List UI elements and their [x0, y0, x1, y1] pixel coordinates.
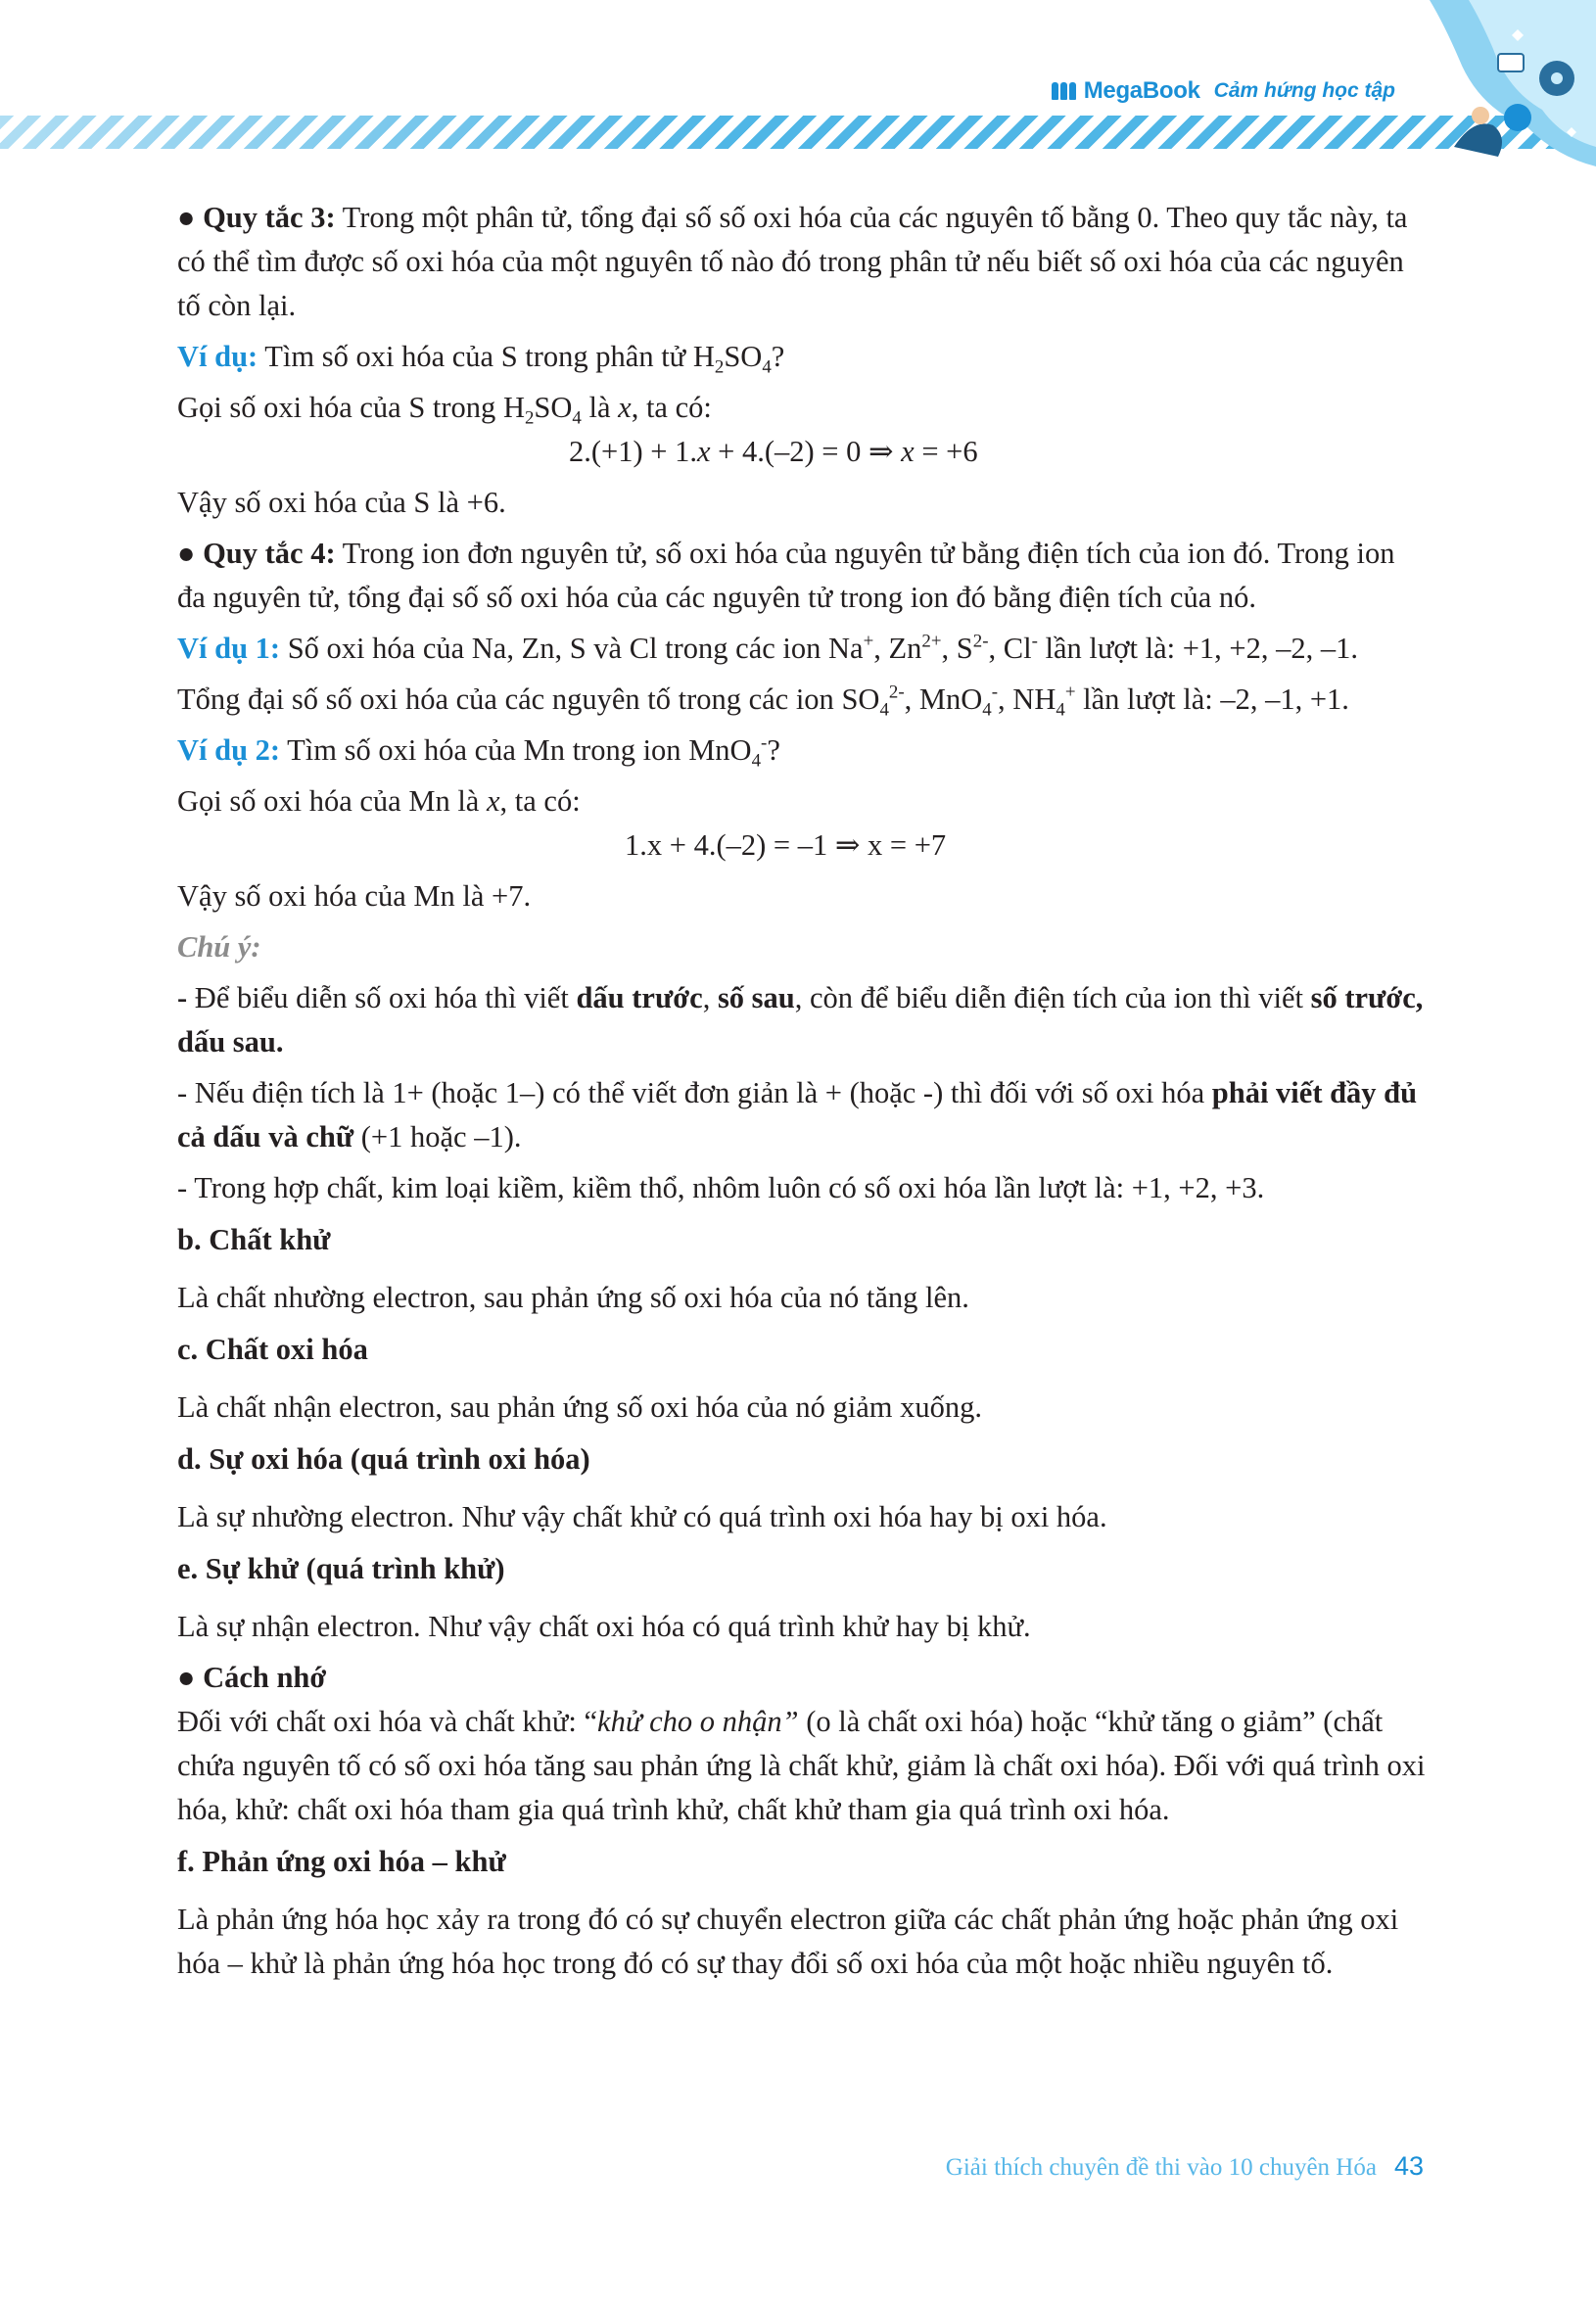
rule-4-example-2: Ví dụ 2: Tìm số oxi hóa của Mn trong ion MnO$_4$-?: [177, 732, 780, 772]
formula-h2so4: $H_2SO_4$: [692, 340, 772, 378]
rule-3-label: Quy tắc 3:: [203, 201, 336, 234]
bullet-icon: ●: [177, 201, 196, 234]
header-stripe-fade: [0, 116, 1596, 149]
rule-4-example-1: Ví dụ 1: Số oxi hóa của Na, Zn, S và Cl trong các ion Na+, $Zn^{2+}$, $S^{2-}$, Cl- lần lượt là: +1, +2, –2, –1.: [177, 631, 1358, 665]
rule-4-conclusion: Vậy số oxi hóa của Mn là +7.: [177, 879, 532, 913]
bullet-icon: ●: [177, 537, 196, 570]
rule-4-let: Gọi số oxi hóa của Mn là x, ta có:: [177, 784, 581, 818]
rule-3-conclusion: Vậy số oxi hóa của S là +6.: [177, 486, 506, 519]
note-label: Chú ý:: [177, 930, 261, 964]
note-heading: [177, 925, 1429, 969]
megabook-logo-icon: [1052, 82, 1076, 100]
note-line-1: - Để biểu diễn số oxi hóa thì viết dấu trước, số sau, còn để biểu diễn điện tích của ion thì viết số trước, dấu sau.: [177, 981, 1424, 1059]
section-f-text: Là phản ứng hóa học xảy ra trong đó có sự chuyển electron giữa các chất phản ứng hoặc phản ứng oxi hóa – khử là phản ứng hóa học trong đó có sự thay đổi số oxi hóa của một hoặc nhiều nguyên tố.: [177, 1903, 1399, 1980]
note-line-2: - Nếu điện tích là 1+ (hoặc 1–) có thể viết đơn giản là + (hoặc -) thì đối với số oxi hóa phải viết đầy đủ cả dấu và chữ (+1 hoặc –1).: [177, 1076, 1418, 1153]
section-e-text: Là sự nhận electron. Như vậy chất oxi hóa có quá trình khử hay bị khử.: [177, 1610, 1031, 1643]
memo-text: Đối với chất oxi hóa và chất khử: “khử cho o nhận” (o là chất oxi hóa) hoặc “khử tăng o giảm” (chất chứa nguyên tố có số oxi hóa tăng sau phản ứng là chất khử, giảm là chất oxi hóa). Đối với quá trình oxi hóa, khử: chất oxi hóa tham gia quá trình khử, chất khử tham gia quá trình oxi hóa.: [177, 1705, 1426, 1826]
brand-name: MegaBook: [1083, 77, 1200, 104]
book-icon: [1498, 54, 1524, 71]
section-b-text: Là chất nhường electron, sau phản ứng số oxi hóa của nó tăng lên.: [177, 1281, 969, 1314]
page-content: [177, 196, 1429, 1993]
polyatomic-ion-list: $SO_4^{2-}$, MnO$_4$-, $NH_4^+$: [841, 682, 1076, 721]
rule-3-let: Gọi số oxi hóa của S trong $H_2SO_4$ là x, ta có:: [177, 391, 712, 429]
section-e-title: e. Sự khử (quá trình khử): [177, 1552, 505, 1585]
page-number: 43: [1393, 2151, 1424, 2181]
brand-tagline: Cảm hứng học tập: [1213, 79, 1395, 102]
globe-icon: [1504, 104, 1531, 131]
rule-3-text: Trong một phân tử, tổng đại số số oxi hóa của các nguyên tố bằng 0. Theo quy tắc này, ta có thể tìm được số oxi hóa của một nguyên tố nào đó trong phân tử nếu biết số oxi hóa của các nguyên tố còn lại.: [177, 201, 1408, 322]
formula-mno4: MnO$_4$-: [688, 732, 768, 772]
brand-logo: [1052, 74, 1395, 108]
ion-list: Na+, $Zn^{2+}$, $S^{2-}$, Cl-: [828, 631, 1038, 665]
example-2-label: Ví dụ 2:: [177, 733, 281, 767]
section-d-text: Là sự nhường electron. Như vậy chất khử có quá trình oxi hóa hay bị oxi hóa.: [177, 1500, 1107, 1533]
section-d-title: d. Sự oxi hóa (quá trình oxi hóa): [177, 1442, 590, 1476]
rule-4-paragraph: [177, 532, 1429, 620]
section-c-text: Là chất nhận electron, sau phản ứng số oxi hóa của nó giảm xuống.: [177, 1390, 983, 1424]
example-label: Ví dụ:: [177, 340, 258, 373]
section-c-title: c. Chất oxi hóa: [177, 1333, 368, 1366]
memo-title: ● Cách nhớ: [177, 1661, 327, 1694]
rule-4-label: Quy tắc 4:: [203, 537, 336, 570]
formula-h2so4: $H_2SO_4$: [502, 391, 582, 429]
page-footer: [946, 2151, 1424, 2182]
rule-3-example: Ví dụ: Tìm số oxi hóa của S trong phân tử $H_2SO_4$?: [177, 340, 785, 378]
rule-4-text: Trong ion đơn nguyên tử, số oxi hóa của nguyên tử bằng điện tích của ion đó. Trong ion đa nguyên tử, tổng đại số số oxi hóa của các nguyên tử trong ion đó bằng điện tích của nó.: [177, 537, 1395, 614]
section-b-title: b. Chất khử: [177, 1223, 331, 1256]
rule-3-equation: 2.(+1) + 1.x + 4.(–2) = 0 ⇒ x = +6: [569, 435, 978, 468]
header-illustration: [1361, 0, 1596, 166]
note-line-3: - Trong hợp chất, kim loại kiềm, kiềm thổ, nhôm luôn có số oxi hóa lần lượt là: +1, +2, +3.: [177, 1171, 1265, 1204]
footer-book-title: Giải thích chuyên đề thi vào 10 chuyên Hóa: [945, 2154, 1377, 2181]
rule-4-equation: 1.x + 4.(–2) = –1 ⇒ x = +7: [625, 828, 947, 862]
rule-4-total: Tổng đại số số oxi hóa của các nguyên tố trong các ion $SO_4^{2-}$, MnO$_4$-, $NH_4^+$ lần lượt là: –2, –1, +1.: [177, 682, 1349, 721]
rule-3-paragraph: [177, 196, 1429, 328]
section-f-title: f. Phản ứng oxi hóa – khử: [177, 1845, 506, 1878]
reader-figure-icon: [1454, 123, 1502, 157]
example-1-label: Ví dụ 1:: [177, 632, 281, 665]
bullet-icon: ●: [177, 1661, 196, 1694]
